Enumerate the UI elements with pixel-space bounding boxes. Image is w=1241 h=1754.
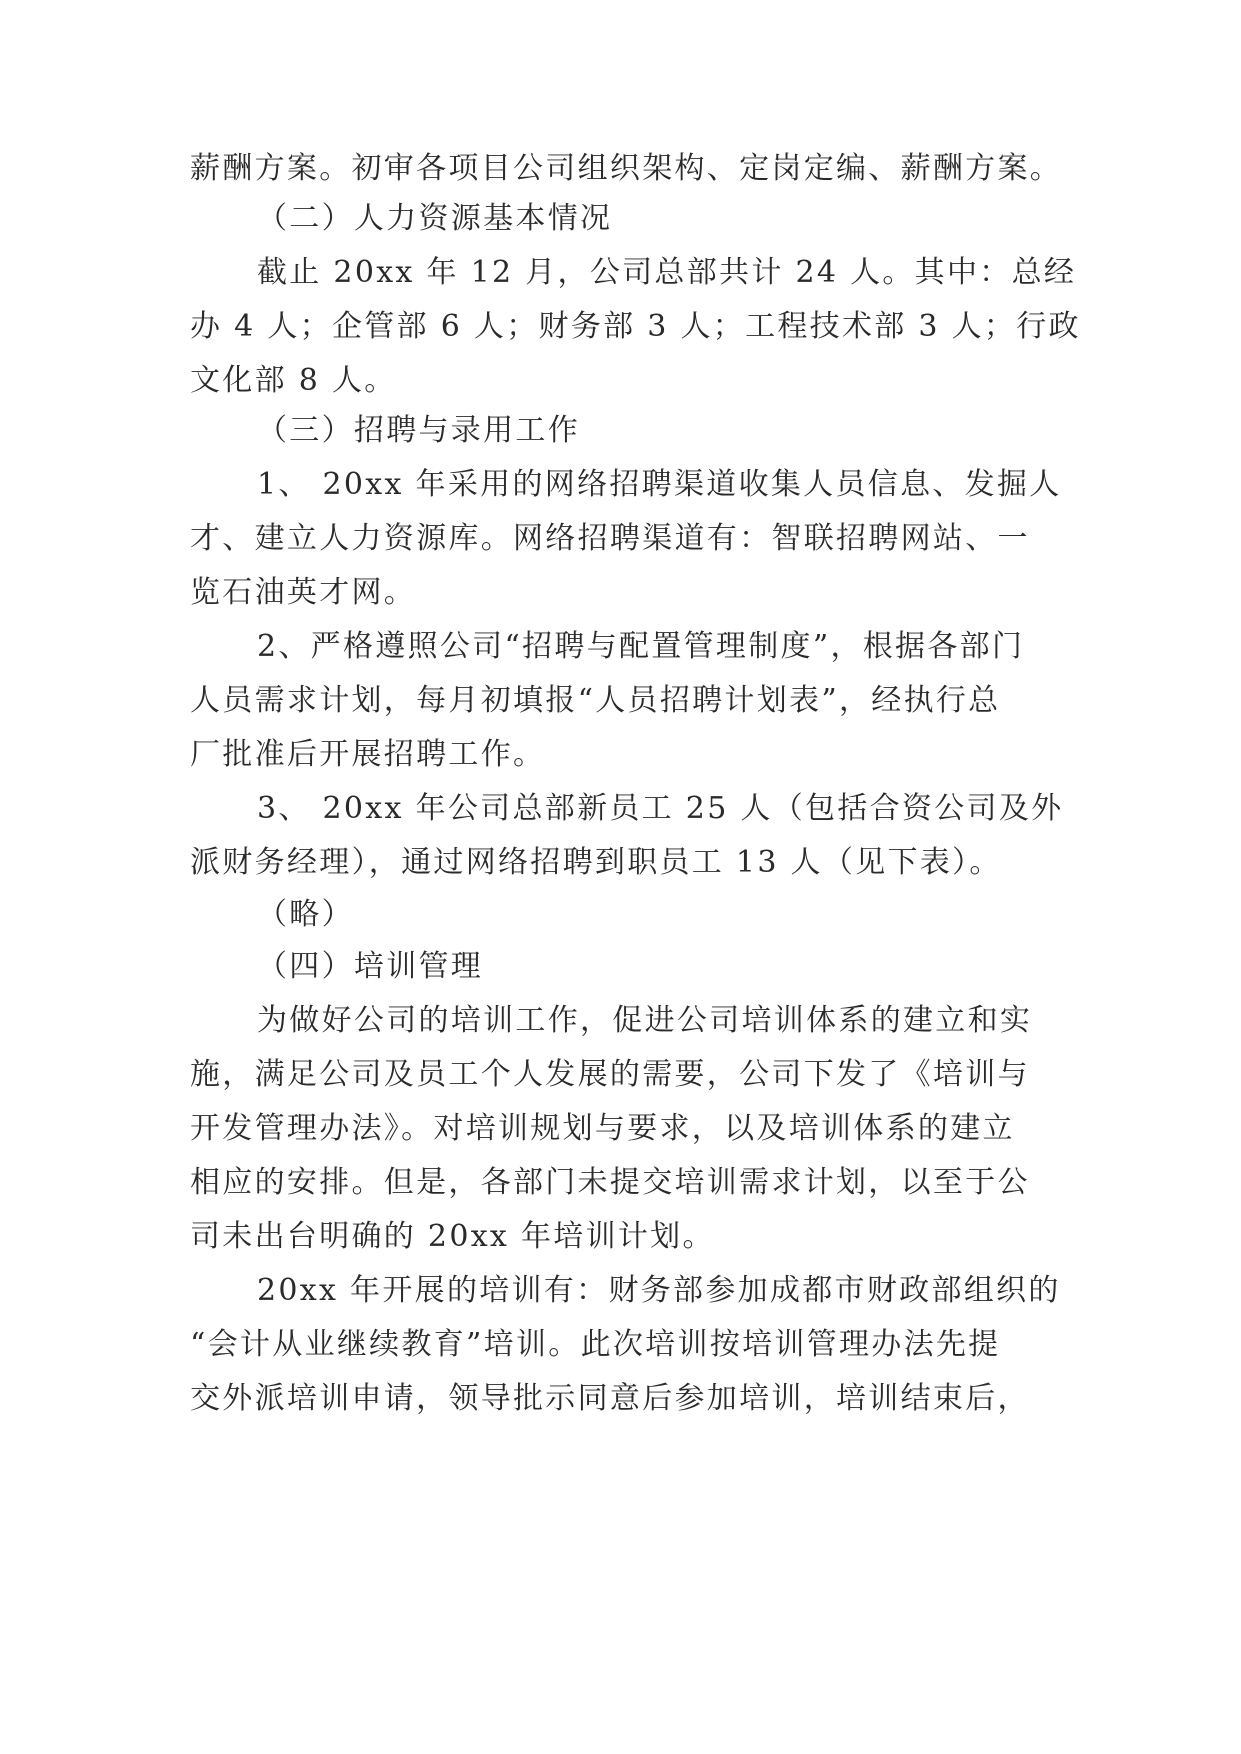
- paragraph-line: 文化部 8 人。: [190, 363, 397, 398]
- omitted-note: （略）: [257, 897, 354, 932]
- paragraph-line: 20xx 年开展的培训有：财务部参加成都市财政部组织的: [257, 1273, 1061, 1308]
- paragraph-line: “会计从业继续教育”培训。此次培训按培训管理办法先提: [190, 1327, 1001, 1362]
- paragraph-line: 截止 20xx 年 12 月，公司总部共计 24 人。其中：总经: [257, 255, 1077, 290]
- paragraph-line: 厂批准后开展招聘工作。: [190, 737, 546, 772]
- paragraph-line: 相应的安排。但是，各部门未提交培训需求计划，以至于公: [190, 1165, 1030, 1200]
- paragraph-line: 人员需求计划，每月初填报“人员招聘计划表”，经执行总: [190, 683, 1001, 718]
- section-heading: （四）培训管理: [257, 949, 484, 984]
- section-heading: （二）人力资源基本情况: [257, 201, 613, 236]
- paragraph-line: 才、建立人力资源库。网络招聘渠道有：智联招聘网站、一: [190, 521, 1030, 556]
- paragraph-line: 开发管理办法》。对培训规划与要求，以及培训体系的建立: [190, 1111, 1015, 1146]
- paragraph-line: 交外派培训申请，领导批示同意后参加培训，培训结束后，: [190, 1381, 1030, 1416]
- paragraph-line: 办 4 人；企管部 6 人；财务部 3 人；工程技术部 3 人；行政: [190, 309, 1081, 344]
- paragraph-line: 派财务经理），通过网络招聘到职员工 13 人（见下表）。: [190, 845, 1002, 880]
- paragraph-line: 薪酬方案。初审各项目公司组织架构、定岗定编、薪酬方案。: [190, 151, 1063, 186]
- paragraph-line: 为做好公司的培训工作，促进公司培训体系的建立和实: [257, 1003, 1033, 1038]
- paragraph-line: 览石油英才网。: [190, 575, 417, 610]
- section-heading: （三）招聘与录用工作: [257, 413, 580, 448]
- paragraph-line: 1、 20xx 年采用的网络招聘渠道收集人员信息、发掘人: [257, 467, 1062, 502]
- paragraph-line: 司未出台明确的 20xx 年培训计划。: [190, 1219, 715, 1254]
- paragraph-line: 3、 20xx 年公司总部新员工 25 人（包括合资公司及外: [257, 791, 1064, 826]
- paragraph-line: 施，满足公司及员工个人发展的需要，公司下发了《培训与: [190, 1057, 1030, 1092]
- paragraph-line: 2、严格遵照公司“招聘与配置管理制度”，根据各部门: [257, 629, 1025, 664]
